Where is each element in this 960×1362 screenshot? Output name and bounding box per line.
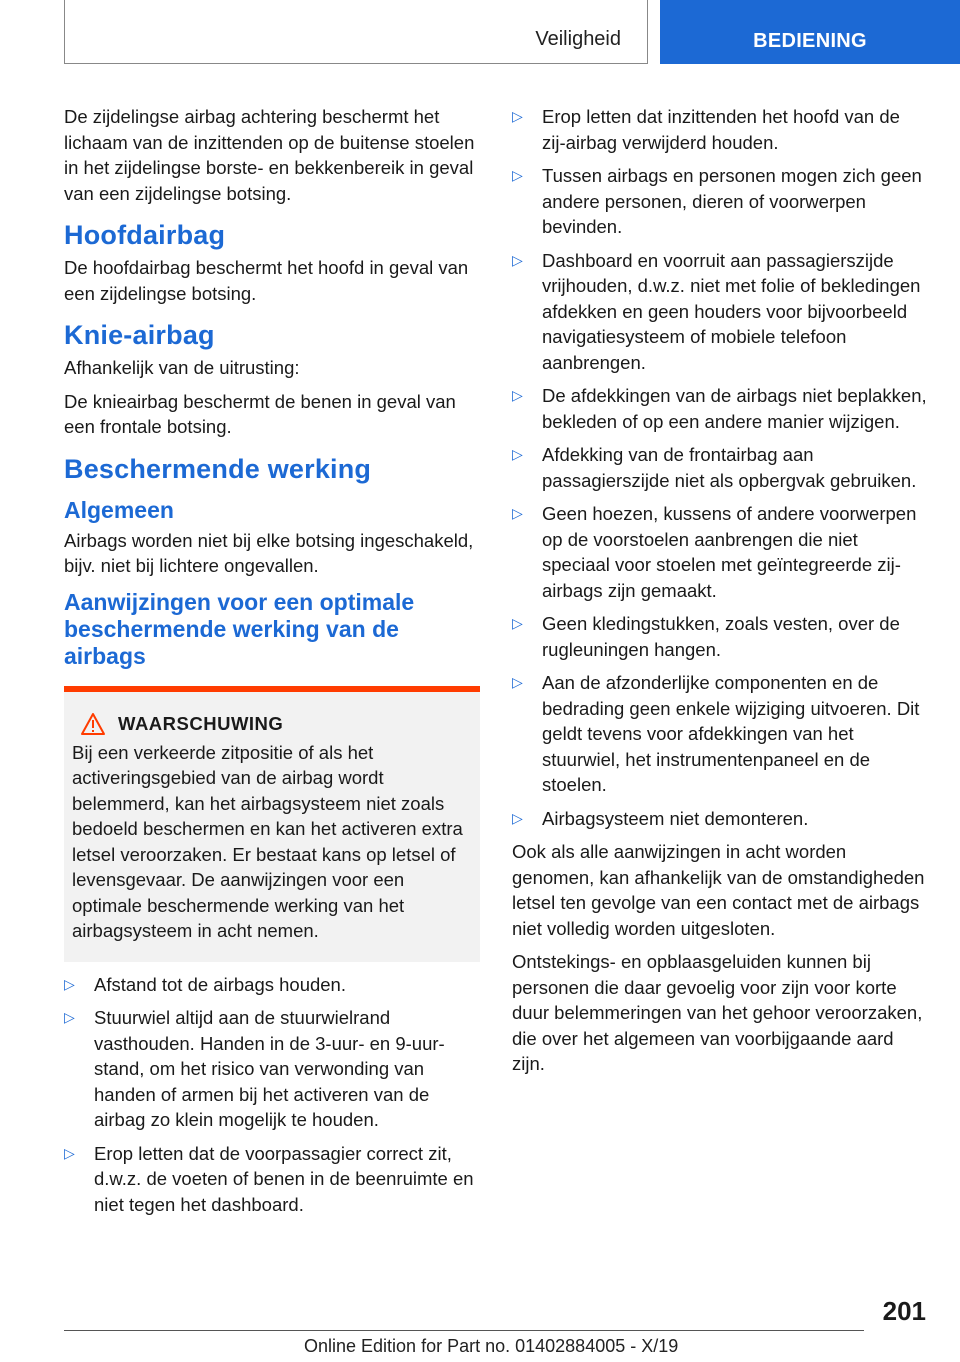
footer-edition: Online Edition for Part no. 01402884005 - X/19 bbox=[304, 1336, 679, 1356]
warning-box bbox=[64, 686, 480, 962]
right-bullet-list bbox=[512, 104, 928, 831]
triangle-right-icon: ▷ bbox=[512, 674, 523, 690]
list-item: ▷ Afdekking van de frontairbag aan passagierszijde niet als opbergvak gebruiken. bbox=[512, 442, 928, 493]
hoofdairbag-text: De hoofdairbag beschermt het hoofd in geval van een zijdelingse botsing. bbox=[64, 257, 469, 304]
left-column bbox=[64, 104, 480, 1225]
triangle-right-icon: ▷ bbox=[64, 975, 75, 992]
list-item: ▷ Dashboard en voorruit aan passagierszijde vrijhouden, d.w.z. niet met folie of bekledingen afdekken en geen houders voor bijvoorbeeld navigatiesysteem of mobiele telefoon aanbrengen. bbox=[512, 248, 928, 376]
algemeen-text: Airbags worden niet bij elke botsing ingeschakeld, bijv. niet bij lichtere ongevallen. bbox=[64, 529, 474, 576]
list-item: ▷ De afdekkingen van de airbags niet beplakken, bekleden of op een andere manier wijzigen. bbox=[512, 383, 928, 434]
list-item: ▷ Aan de afzonderlijke componenten en de bedrading geen enkele wijziging uitvoeren. Dit geldt tevens voor afdekkingen van het stuurwiel, het instrumentenpaneel en de stoelen. bbox=[512, 670, 928, 798]
triangle-right-icon: ▷ bbox=[64, 1009, 75, 1025]
triangle-right-icon: ▷ bbox=[512, 446, 523, 462]
triangle-right-icon: ▷ bbox=[512, 615, 523, 631]
list-item: ▷ Erop letten dat inzittenden het hoofd van de zij-airbag verwijderd houden. bbox=[512, 104, 928, 155]
warning-header bbox=[72, 712, 472, 736]
chapter-title: BEDIENING bbox=[753, 30, 867, 52]
intro-paragraph: De zijdelingse airbag achtering beschermt het lichaam van de inzittenden op de buitense stoelen in het zijdelingse borste- en bekkenbereik in geval van een zijdelingse botsing. bbox=[64, 106, 475, 204]
triangle-right-icon: ▷ bbox=[512, 505, 523, 521]
list-item: ▷ Geen kledingstukken, zoals vesten, over de rugleuningen hangen. bbox=[512, 611, 928, 662]
triangle-right-icon: ▷ bbox=[512, 251, 523, 268]
heading-knie-airbag: Knie-airbag bbox=[64, 320, 215, 350]
section-title: Veiligheid bbox=[535, 28, 621, 50]
header-section-box bbox=[64, 0, 648, 64]
triangle-right-icon: ▷ bbox=[512, 108, 523, 124]
note-paragraph-1: Ook als alle aanwijzingen in acht worden genomen, kan afhankelijk van de omstandigheden letsel ten gevolge van een contact met de airbags niet volledig worden uitgesloten. bbox=[512, 841, 925, 939]
heading-aanwijzingen: Aanwijzingen voor een optimale beschermende werking van de airbags bbox=[64, 588, 415, 669]
knie-airbag-text: De knieairbag beschermt de benen in geval van een frontale botsing. bbox=[64, 390, 456, 437]
knie-availability-text: Afhankelijk van de uitrusting: bbox=[64, 357, 300, 378]
note-paragraph-2: Ontstekings- en opblaasgeluiden kunnen bij personen die daar gevoelig voor zijn voor korte duur belemmeringen van het gehoor veroorzaken, die over het algemeen van voorbijgaande aard zijn. bbox=[512, 951, 923, 1074]
triangle-right-icon: ▷ bbox=[512, 809, 523, 826]
list-item: ▷ Airbagsysteem niet demonteren. bbox=[512, 806, 928, 832]
list-item: ▷ Afstand tot de airbags houden. bbox=[64, 972, 480, 998]
triangle-right-icon: ▷ bbox=[512, 387, 523, 403]
triangle-right-icon: ▷ bbox=[512, 167, 523, 183]
heading-algemeen: Algemeen bbox=[64, 496, 174, 523]
footer-divider bbox=[64, 1330, 864, 1331]
warning-triangle-icon bbox=[80, 712, 106, 736]
warning-title: WAARSCHUWING bbox=[118, 712, 284, 734]
page-number: 201 bbox=[882, 1296, 926, 1326]
heading-hoofdairbag: Hoofdairbag bbox=[64, 220, 226, 250]
chapter-tab bbox=[660, 0, 960, 64]
left-bullet-list bbox=[64, 972, 480, 1218]
list-item: ▷ Erop letten dat de voorpassagier correct zit, d.w.z. de voeten of benen in de beenruimte en niet tegen het dashboard. bbox=[64, 1141, 480, 1218]
list-item: ▷ Tussen airbags en personen mogen zich geen andere personen, dieren of voorwerpen bevinden. bbox=[512, 163, 928, 240]
heading-beschermende-werking: Beschermende werking bbox=[64, 453, 372, 484]
warning-text: Bij een verkeerde zitpositie of als het activeringsgebied van de airbag wordt belemmerd, kan het airbagsysteem niet zoals bedoeld beschermen en kan het activeren extra letsel veroorzaken. Er bestaat kans op letsel of levensgevaar. De aanwijzingen voor een optimale beschermende werking van het airbagsysteem in acht nemen. bbox=[72, 741, 463, 941]
list-item: ▷ Geen hoezen, kussens of andere voorwerpen op de voorstoelen aanbrengen die niet speciaal voor stoelen met geïntegreerde zij-airbags zijn gemaakt. bbox=[512, 501, 928, 603]
right-column bbox=[512, 104, 928, 1085]
triangle-right-icon: ▷ bbox=[64, 1144, 75, 1161]
list-item: ▷ Stuurwiel altijd aan de stuurwielrand vasthouden. Handen in de 3-uur- en 9-uur-stand, om het risico van verwonding van handen of armen bij het activeren van de airbag zo klein mogelijk te houden. bbox=[64, 1005, 480, 1133]
